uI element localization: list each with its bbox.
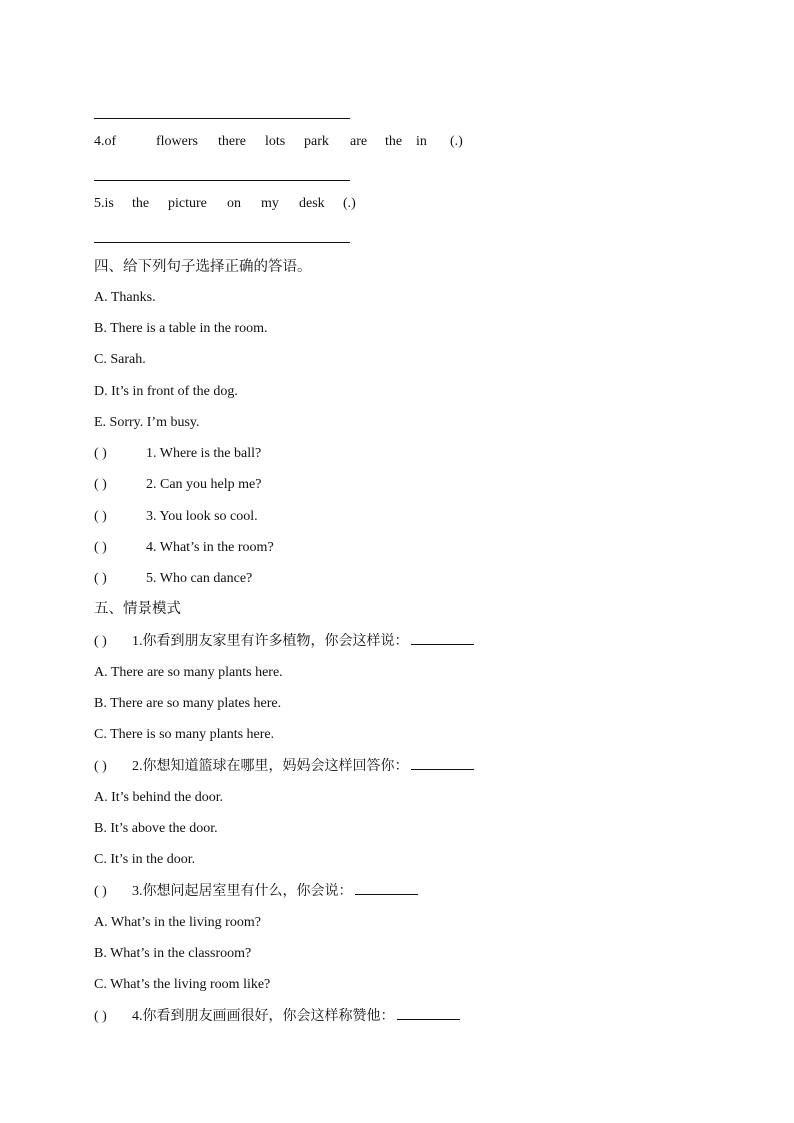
answer-blank[interactable]: [397, 1007, 460, 1020]
question-text: 你看到朋友画画很好，你会这样称赞他：: [142, 1008, 395, 1024]
situation-question-1: [94, 632, 474, 651]
word: flowers: [156, 134, 198, 149]
word: the: [385, 134, 403, 149]
option-b: B. There is a table in the room.: [94, 321, 268, 336]
answer-blank[interactable]: [411, 757, 474, 770]
match-question-1: [94, 445, 261, 463]
word: lots: [265, 134, 286, 149]
word: desk: [299, 196, 325, 211]
answer-paren[interactable]: ( ): [94, 477, 107, 492]
question-number: 1.: [132, 634, 143, 649]
word: the: [132, 196, 150, 211]
reorder-item-5: [94, 195, 356, 213]
question-text: 你想问起居室里有什么，你会说：: [142, 883, 353, 899]
option-d: D. It’s in front of the dog.: [94, 384, 238, 399]
question-text: 1. Where is the ball?: [146, 446, 262, 461]
situation-1-option-c: C. There is so many plants here.: [94, 727, 275, 742]
option-a: A. Thanks.: [94, 290, 156, 305]
word: there: [218, 134, 246, 149]
question-text: 3. You look so cool.: [146, 509, 258, 524]
answer-paren[interactable]: ( ): [94, 759, 107, 774]
answer-paren[interactable]: ( ): [94, 571, 107, 586]
word: (.): [450, 134, 463, 149]
question-text: 4. What’s in the room?: [146, 540, 274, 555]
word: on: [227, 196, 241, 211]
question-number: 2.: [132, 759, 143, 774]
option-e: E. Sorry. I’m busy.: [94, 415, 200, 430]
section-five-heading: 五、情景模式: [94, 601, 181, 617]
reorder-item-4: [94, 133, 463, 151]
option-c: C. Sarah.: [94, 352, 146, 367]
situation-3-option-a: A. What’s in the living room?: [94, 915, 261, 930]
section-four-heading: 四、给下列句子选择正确的答语。: [94, 259, 312, 275]
situation-1-option-b: B. There are so many plates here.: [94, 696, 282, 711]
question-text: 你看到朋友家里有许多植物，你会这样说：: [142, 633, 409, 649]
match-question-2: [94, 476, 261, 494]
answer-paren[interactable]: ( ): [94, 540, 107, 555]
question-text: 2. Can you help me?: [146, 477, 262, 492]
answer-paren[interactable]: ( ): [94, 446, 107, 461]
answer-paren[interactable]: ( ): [94, 634, 107, 649]
answer-paren[interactable]: ( ): [94, 1009, 107, 1024]
word: park: [304, 134, 329, 149]
question-number: 3.: [132, 884, 143, 899]
answer-paren[interactable]: ( ): [94, 509, 107, 524]
question-text: 你想知道篮球在哪里，妈妈会这样回答你：: [142, 758, 409, 774]
answer-line-5[interactable]: [94, 242, 350, 243]
word: 5.is: [94, 196, 114, 211]
answer-blank[interactable]: [355, 882, 418, 895]
situation-question-4: [94, 1007, 460, 1026]
match-question-5: [94, 570, 252, 588]
answer-line-3[interactable]: [94, 118, 350, 119]
situation-2-option-c: C. It’s in the door.: [94, 852, 196, 867]
situation-2-option-a: A. It’s behind the door.: [94, 790, 224, 805]
word: are: [350, 134, 368, 149]
situation-2-option-b: B. It’s above the door.: [94, 821, 218, 836]
question-number: 4.: [132, 1009, 143, 1024]
answer-line-4[interactable]: [94, 180, 350, 181]
word: in: [416, 134, 427, 149]
answer-paren[interactable]: ( ): [94, 884, 107, 899]
match-question-3: [94, 508, 258, 526]
question-text: 5. Who can dance?: [146, 571, 253, 586]
situation-3-option-c: C. What’s the living room like?: [94, 977, 271, 992]
word: (.): [343, 196, 356, 211]
situation-1-option-a: A. There are so many plants here.: [94, 665, 283, 680]
word: picture: [168, 196, 207, 211]
situation-question-2: [94, 757, 474, 776]
situation-3-option-b: B. What’s in the classroom?: [94, 946, 252, 961]
word: my: [261, 196, 279, 211]
answer-blank[interactable]: [411, 632, 474, 645]
match-question-4: [94, 539, 274, 557]
word: 4.of: [94, 134, 117, 149]
situation-question-3: [94, 882, 418, 901]
